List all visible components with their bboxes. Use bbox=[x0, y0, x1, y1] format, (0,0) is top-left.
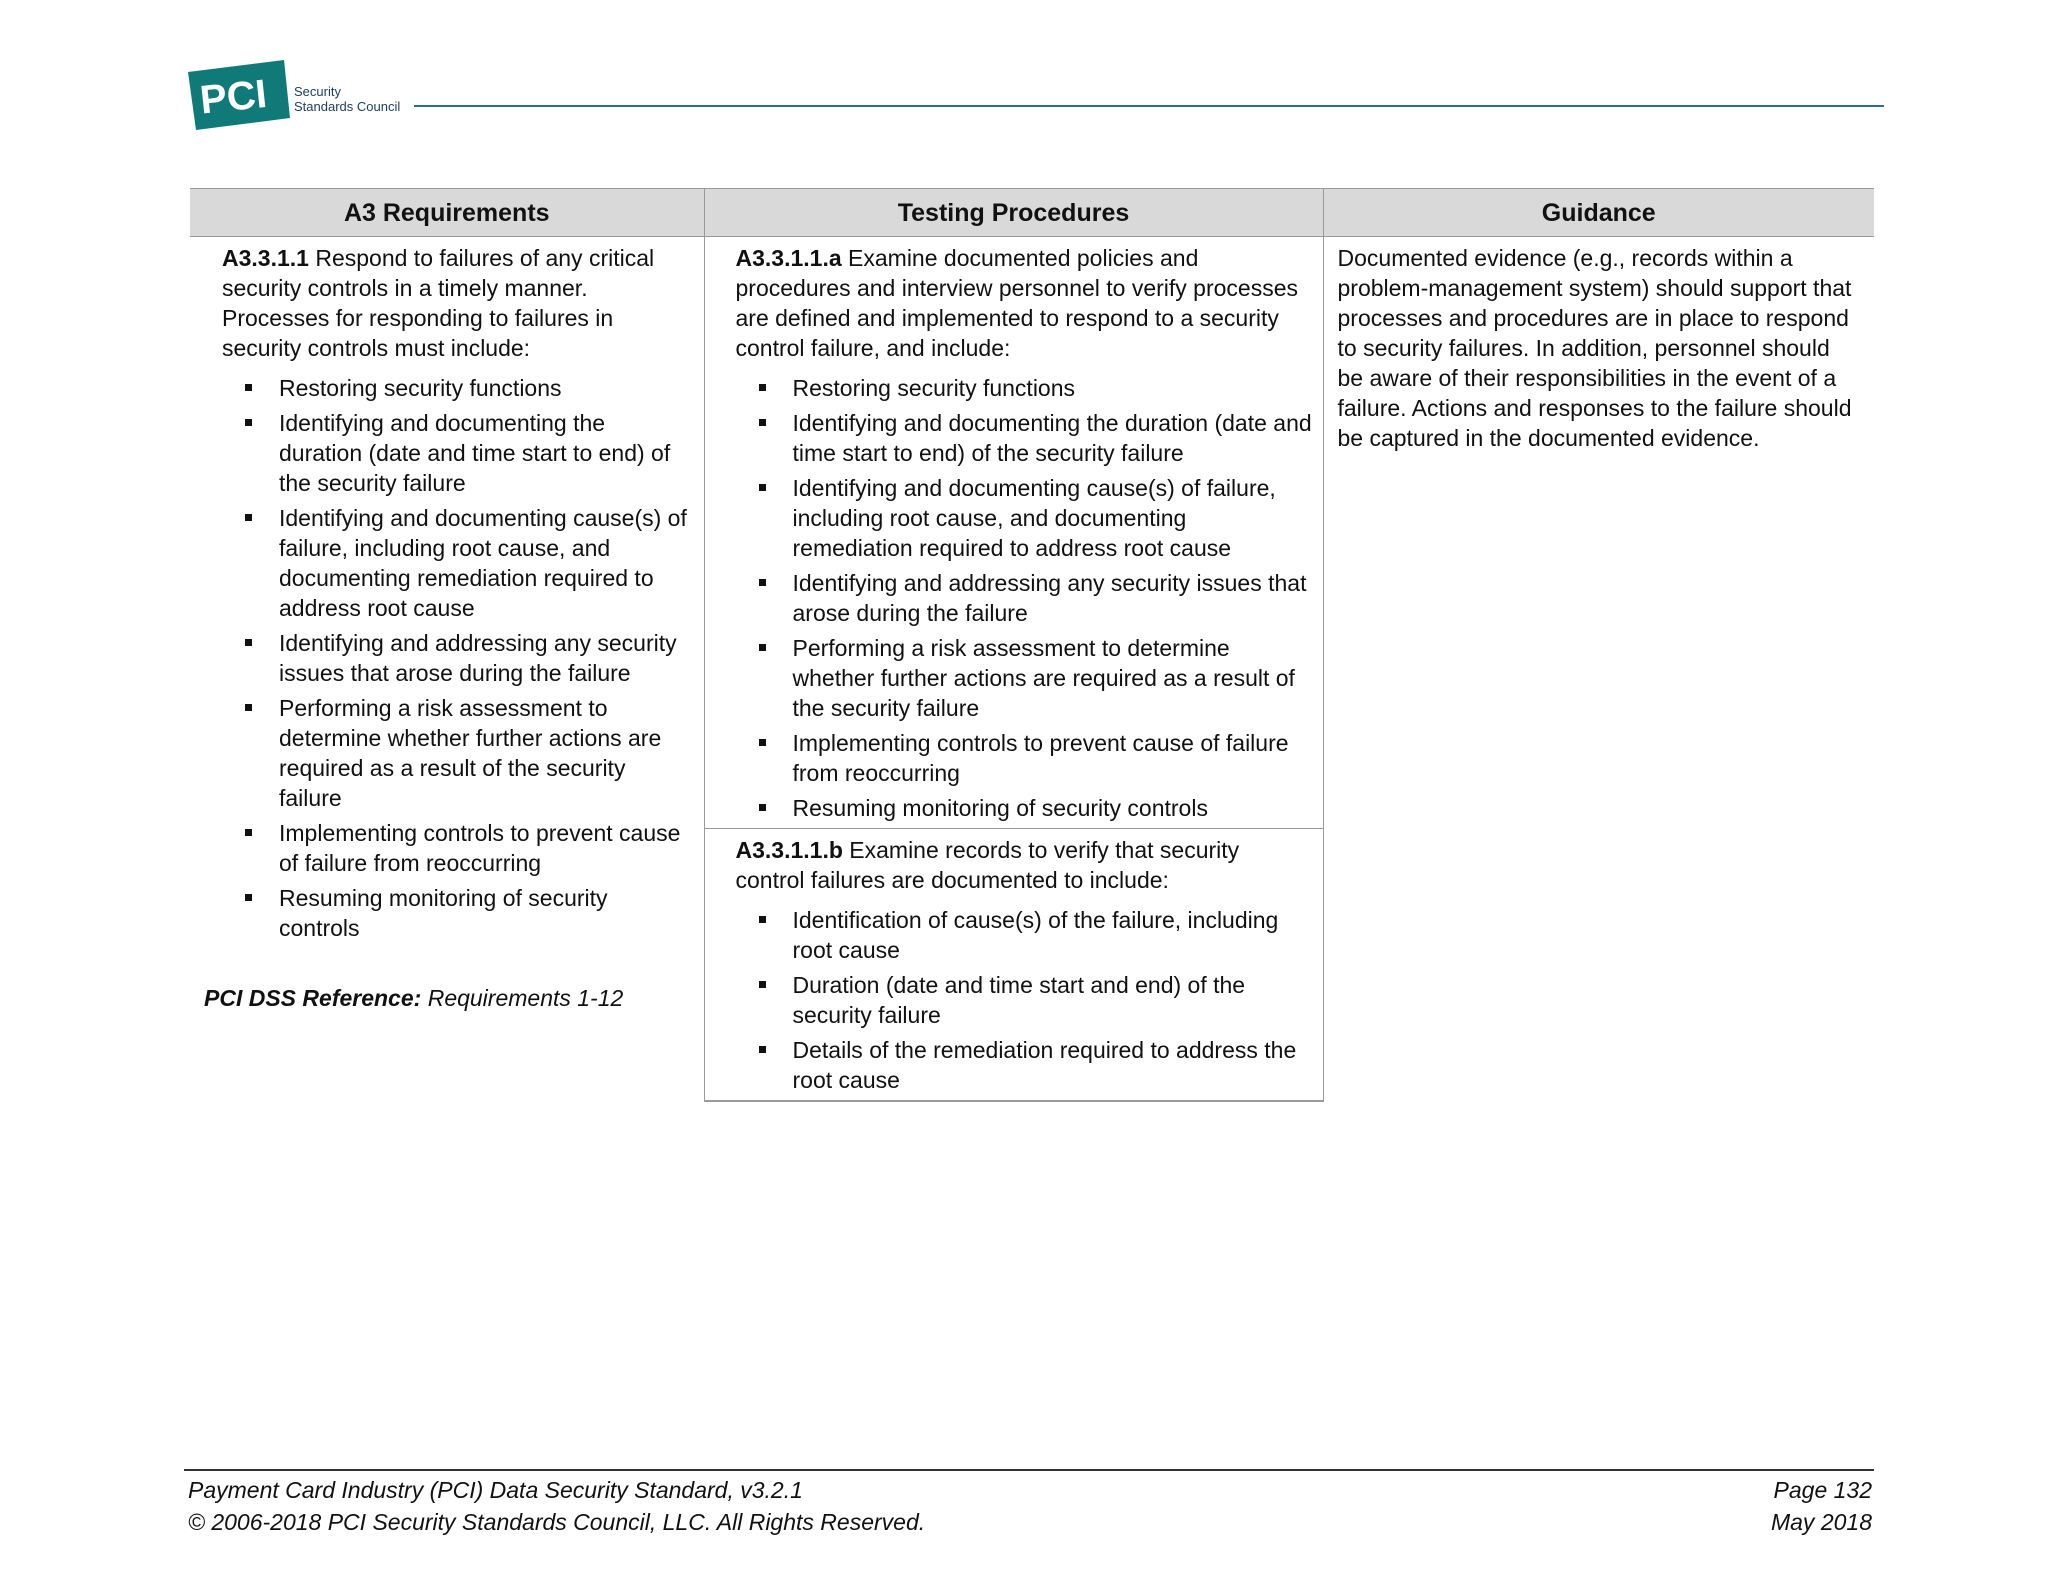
testing-b-list bbox=[736, 905, 1313, 1095]
requirement-id: A3.3.1.1 bbox=[222, 245, 309, 271]
list-item: Resuming monitoring of security controls bbox=[736, 793, 1313, 823]
pci-dss-reference bbox=[204, 983, 690, 1013]
footer-doc-title: Payment Card Industry (PCI) Data Security Standard, v3.2.1 bbox=[188, 1477, 803, 1503]
list-item: Duration (date and time start and end) of the security failure bbox=[736, 970, 1313, 1030]
testing-a-id: A3.3.1.1.a bbox=[735, 245, 842, 271]
requirement-cell bbox=[190, 237, 704, 1102]
logo-line-1: Security bbox=[294, 84, 341, 99]
reference-label: PCI DSS Reference: bbox=[204, 985, 422, 1011]
requirement-lead bbox=[222, 243, 690, 363]
list-item: Implementing controls to prevent cause of failure from reoccurring bbox=[222, 818, 690, 878]
footer-right bbox=[1771, 1474, 1872, 1538]
header-rule bbox=[414, 105, 1884, 107]
list-item: Identifying and documenting cause(s) of failure, including root cause, and documenting remediation required to address root cause bbox=[222, 503, 690, 623]
list-item: Performing a risk assessment to determine whether further actions are required as a result of the security failure bbox=[222, 693, 690, 813]
list-item: Identifying and addressing any security issues that arose during the failure bbox=[222, 628, 690, 688]
logo-line-2: Standards Council bbox=[294, 99, 401, 114]
requirements-table bbox=[190, 188, 1874, 1102]
table-header-row bbox=[190, 189, 1874, 237]
footer-page-number: Page 132 bbox=[1773, 1477, 1872, 1503]
table-row bbox=[190, 237, 1874, 829]
list-item: Identifying and documenting the duration (date and time start to end) of the security failure bbox=[736, 408, 1313, 468]
guidance-cell bbox=[1323, 237, 1874, 1102]
list-item: Performing a risk assessment to determine whether further actions are required as a result of the security failure bbox=[736, 633, 1313, 723]
header-testing-procedures: Testing Procedures bbox=[704, 189, 1323, 237]
logo-mark-text: PCI bbox=[198, 71, 269, 123]
testing-a-lead bbox=[736, 243, 1313, 363]
footer-date: May 2018 bbox=[1770, 1509, 1872, 1535]
list-item: Resuming monitoring of security controls bbox=[222, 883, 690, 943]
reference-value: Requirements 1-12 bbox=[421, 985, 624, 1011]
testing-procedure-b-cell bbox=[704, 829, 1323, 1102]
requirement-text: Respond to failures of any critical security controls in a timely manner. Processes for responding to failures in security controls must include: bbox=[222, 245, 655, 361]
testing-procedure-a-cell bbox=[704, 237, 1323, 829]
list-item: Restoring security functions bbox=[736, 373, 1313, 403]
testing-b-id: A3.3.1.1.b bbox=[735, 837, 843, 863]
list-item: Implementing controls to prevent cause of failure from reoccurring bbox=[736, 728, 1313, 788]
list-item: Identifying and documenting the duration (date and time start to end) of the security failure bbox=[222, 408, 690, 498]
testing-b-text: Examine records to verify that security control failures are documented to include: bbox=[735, 837, 1240, 893]
logo-wordmark bbox=[294, 84, 400, 114]
guidance-text: Documented evidence (e.g., records within a problem-management system) should support that processes and procedures are in place to respond to security failures. In addition, personnel should be aware of their responsibilities in the event of a failure. Actions and responses to the failure should be captured in the documented evidence. bbox=[1337, 245, 1852, 451]
list-item: Identification of cause(s) of the failure, including root cause bbox=[736, 905, 1313, 965]
testing-b-lead bbox=[736, 835, 1313, 895]
testing-a-text: Examine documented policies and procedures and interview personnel to verify processes are defined and implemented to respond to a security control failure, and include: bbox=[735, 245, 1299, 361]
footer-copyright: © 2006-2018 PCI Security Standards Council, LLC. All Rights Reserved. bbox=[188, 1509, 926, 1535]
pci-logo bbox=[186, 58, 422, 132]
list-item: Details of the remediation required to address the root cause bbox=[736, 1035, 1313, 1095]
footer-left bbox=[188, 1474, 925, 1538]
footer-rule bbox=[184, 1469, 1874, 1471]
header-guidance: Guidance bbox=[1323, 189, 1874, 237]
list-item: Identifying and addressing any security issues that arose during the failure bbox=[736, 568, 1313, 628]
requirement-list bbox=[222, 373, 690, 943]
header-requirements: A3 Requirements bbox=[190, 189, 704, 237]
pci-logo-mark bbox=[186, 58, 292, 132]
list-item: Identifying and documenting cause(s) of failure, including root cause, and documenting remediation required to address root cause bbox=[736, 473, 1313, 563]
testing-a-list bbox=[736, 373, 1313, 823]
list-item: Restoring security functions bbox=[222, 373, 690, 403]
